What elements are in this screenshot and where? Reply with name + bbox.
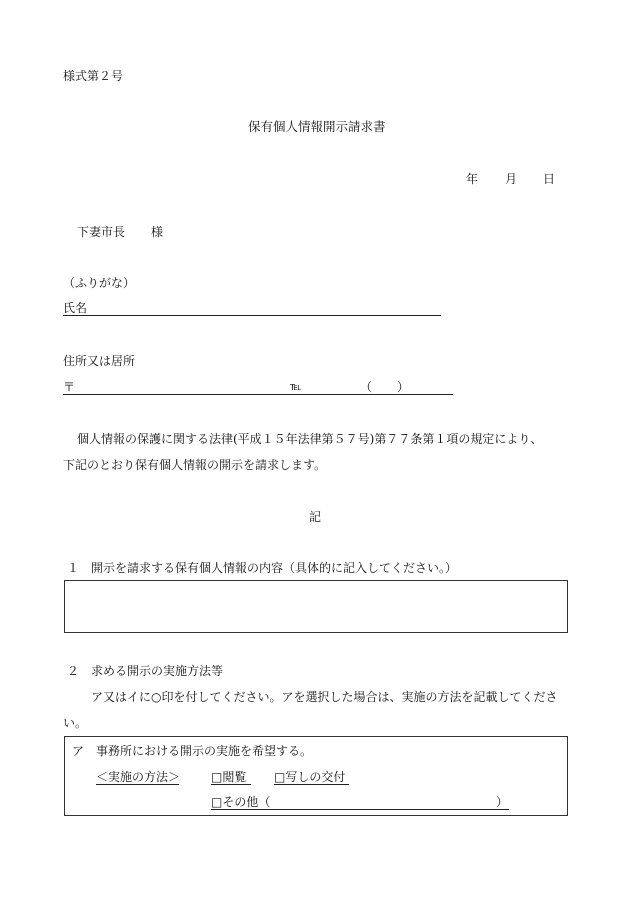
address-underline[interactable] <box>63 394 453 395</box>
section2-instruction-line1: ア又はイに○印を付してください。アを選択した場合は、実施の方法を記載してくださ <box>91 690 558 704</box>
tel-paren-close: ） <box>397 380 410 394</box>
name-underline[interactable] <box>63 315 441 316</box>
checkbox-other[interactable]: □その他（ <box>211 795 271 809</box>
other-underline[interactable] <box>211 809 509 810</box>
ki-heading: 記 <box>309 510 322 524</box>
section2-instruction-line2: い。 <box>63 716 88 730</box>
name-label: 氏名 <box>63 301 88 315</box>
checkbox-copy[interactable]: □写しの交付 <box>274 770 346 784</box>
date-day: 日 <box>543 172 556 186</box>
tel-icon: ℡ <box>290 380 302 393</box>
option-a-label[interactable]: ア 事務所における開示の実施を希望する。 <box>72 744 313 758</box>
method-label: ＜実施の方法＞ <box>96 770 181 784</box>
checkbox-copy-underline <box>274 784 349 785</box>
option-a-box <box>64 736 568 816</box>
addressee-name: 下妻市長 <box>77 225 126 239</box>
body-text-line1: 個人情報の保護に関する法律(平成１５年法律第５７号)第７７条第１項の規定により、 <box>77 432 543 446</box>
body-text-line2: 下記のとおり保有個人情報の開示を請求します。 <box>63 458 327 472</box>
addressee-honorific: 様 <box>151 225 164 239</box>
address-label: 住所又は居所 <box>63 354 136 368</box>
date-month: 月 <box>505 172 518 186</box>
tel-paren-open: （ <box>360 380 373 394</box>
section1-content-box[interactable] <box>64 580 568 633</box>
section1-label: １ 開示を請求する保有個人情報の内容（具体的に記入してください。） <box>67 561 458 575</box>
checkbox-view[interactable]: □閲覧 <box>211 770 247 784</box>
postal-mark: 〒 <box>63 380 76 394</box>
section2-label: ２ 求める開示の実施方法等 <box>67 664 224 678</box>
method-label-underline <box>96 784 179 785</box>
date-year: 年 <box>466 172 479 186</box>
furigana-label: （ふりがな） <box>63 276 136 290</box>
page-title: 保有個人情報開示請求書 <box>248 119 386 134</box>
checkbox-view-underline <box>211 784 251 785</box>
form-number: 様式第２号 <box>63 69 124 83</box>
other-close-paren: ） <box>496 795 509 809</box>
